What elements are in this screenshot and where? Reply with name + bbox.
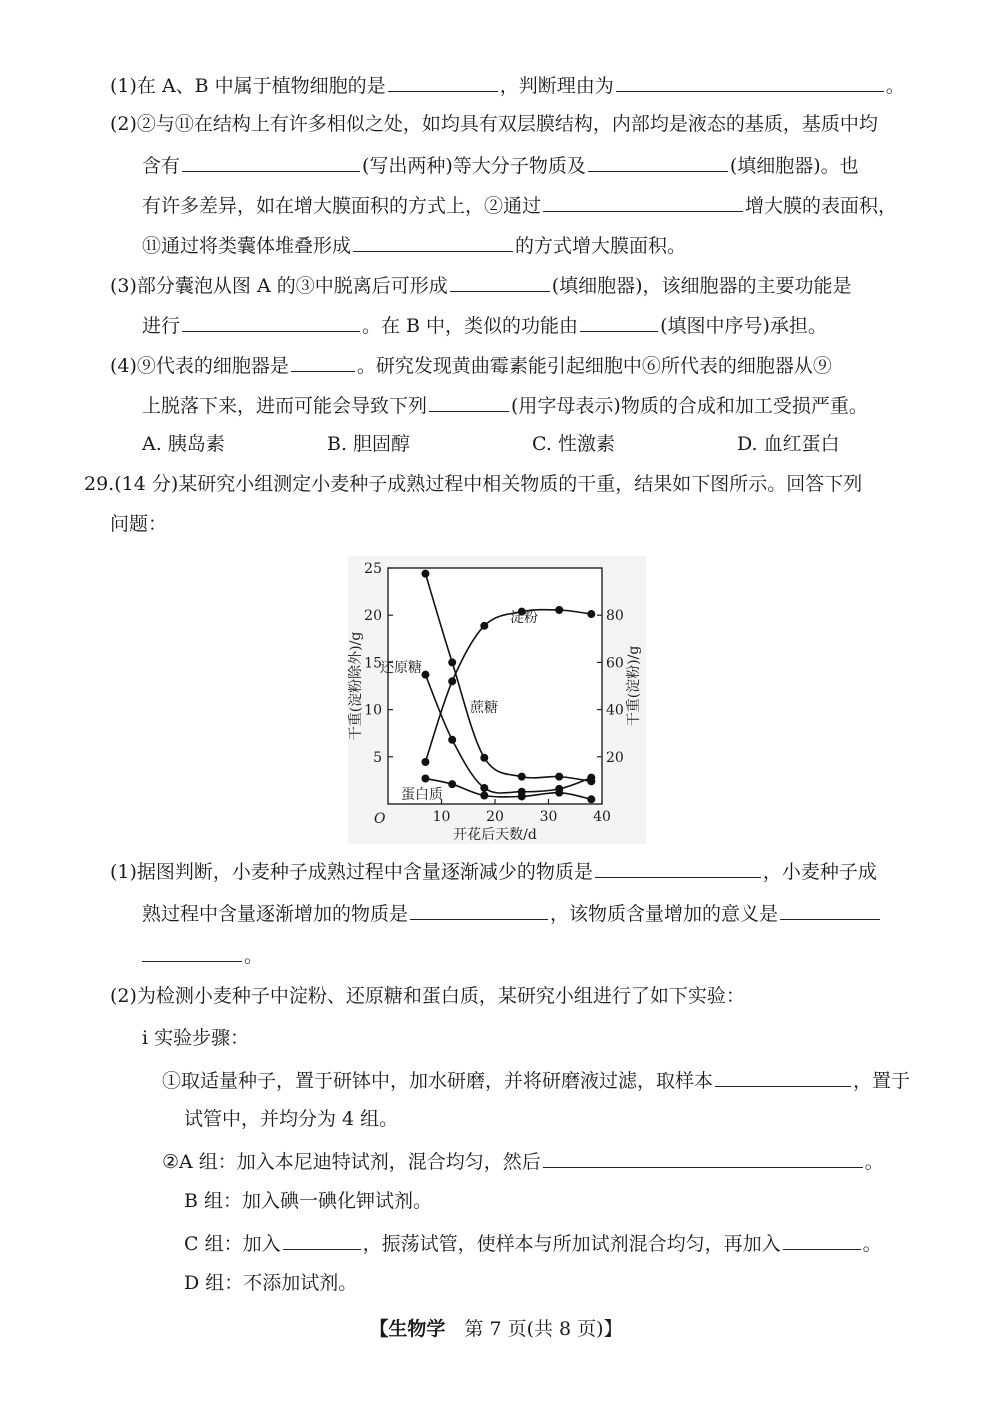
- q29-s1-line3: 。: [142, 941, 263, 969]
- step2-group-d: D 组：不添加试剂。: [184, 1272, 358, 1294]
- answer-blank[interactable]: [182, 151, 360, 172]
- data-point: [555, 606, 563, 614]
- step1-line1: ①取适量种子，置于研钵中，加水研磨，并将研磨液过滤，取样本 ，置于: [162, 1066, 910, 1094]
- data-point: [421, 570, 429, 578]
- q29-s1-line1: (1)据图判断，小麦种子成熟过程中含量逐渐减少的物质是 ，小麦种子成: [110, 857, 877, 885]
- answer-blank[interactable]: [429, 391, 509, 412]
- origin-label: O: [374, 811, 386, 827]
- q28-part4-line1: (4)⑨代表的细胞器是 。研究发现黄曲霉素能引起细胞中⑥所代表的细胞器从⑨: [110, 351, 832, 379]
- answer-blank[interactable]: [783, 1229, 861, 1250]
- data-point: [480, 754, 488, 762]
- data-point: [421, 671, 429, 679]
- q28-part2-line3: 有许多差异，如在增大膜面积的方式上，②通过 增大膜的表面积，: [142, 191, 897, 219]
- answer-blank[interactable]: [450, 271, 550, 292]
- answer-blank[interactable]: [780, 899, 880, 920]
- q28-part4-line2: 上脱落下来，进而可能会导致下列 (用字母表示)物质的合成和加工受损严重。: [142, 391, 868, 419]
- x-tick-label: 30: [539, 809, 558, 825]
- data-point: [518, 792, 526, 800]
- data-point: [587, 777, 595, 785]
- y-left-axis-label: 干重(淀粉除外)/g: [348, 631, 364, 741]
- answer-blank[interactable]: [182, 311, 360, 332]
- q29-s1-line2: 熟过程中含量逐渐增加的物质是 ，该物质含量增加的意义是: [142, 899, 882, 927]
- y-right-tick-label: 80: [606, 608, 624, 625]
- q28-part2-line2: 含有 (写出两种)等大分子物质及 (填细胞器)。也: [142, 151, 859, 179]
- step2-group-a: ②A 组：加入本尼迪特试剂，混合均匀，然后 。: [162, 1147, 884, 1175]
- answer-blank[interactable]: [595, 857, 761, 878]
- data-point: [421, 758, 429, 766]
- option-a: A. 胰岛素: [142, 433, 225, 455]
- data-point: [518, 773, 526, 781]
- answer-blank[interactable]: [543, 191, 743, 212]
- data-point: [448, 658, 456, 666]
- q28-part3-line2: 进行 。在 B 中，类似的功能由 (填图中序号)承担。: [142, 311, 827, 339]
- data-point: [480, 622, 488, 630]
- option-c: C. 性激素: [532, 433, 615, 455]
- seed-dry-weight-chart: [340, 556, 650, 846]
- footer-page: 第 7 页(共 8 页)】: [464, 1318, 623, 1340]
- series-label: 蛋白质: [401, 787, 443, 803]
- step2-group-b: B 组：加入碘一碘化钾试剂。: [184, 1190, 433, 1212]
- option-d: D. 血红蛋白: [737, 433, 840, 455]
- y-right-axis-label: 干重(淀粉)/g: [626, 645, 642, 727]
- data-point: [587, 610, 595, 618]
- data-point: [448, 736, 456, 744]
- q29-intro-line2: 问题：: [110, 513, 168, 535]
- data-point: [421, 775, 429, 783]
- q28-part2-line1: (2)②与⑪在结构上有许多相似之处，如均具有双层膜结构，内部均是液态的基质，基质中均: [110, 113, 878, 135]
- answer-blank[interactable]: [580, 311, 658, 332]
- q29-s2-steps-heading: ⅰ 实验步骤：: [142, 1027, 250, 1049]
- data-point: [448, 780, 456, 788]
- answer-blank[interactable]: [543, 1147, 863, 1168]
- data-point: [587, 795, 595, 803]
- answer-blank[interactable]: [283, 1229, 361, 1250]
- answer-blank[interactable]: [291, 351, 355, 372]
- data-point: [555, 789, 563, 797]
- answer-blank[interactable]: [616, 71, 884, 92]
- x-tick-label: 40: [593, 809, 611, 825]
- step1-line2: 试管中，并均分为 4 组。: [184, 1108, 399, 1130]
- data-point: [480, 784, 488, 792]
- data-point: [555, 773, 563, 781]
- series-label: 蔗糖: [470, 700, 498, 716]
- y-right-tick-label: 20: [606, 749, 624, 766]
- q28-part2-line4: ⑪通过将类囊体堆叠形成 的方式增大膜面积。: [142, 231, 686, 259]
- y-left-tick-label: 5: [373, 749, 382, 766]
- data-point: [448, 677, 456, 685]
- y-right-tick-label: 60: [606, 655, 624, 672]
- x-tick-label: 10: [432, 809, 451, 825]
- answer-blank[interactable]: [588, 151, 728, 172]
- x-axis-label: 开花后天数/d: [453, 827, 537, 843]
- q29-intro-line1: 29.(14 分)某研究小组测定小麦种子成熟过程中相关物质的干重，结果如下图所示。回答下列: [84, 473, 863, 495]
- q29-s2-intro: (2)为检测小麦种子中淀粉、还原糖和蛋白质，某研究小组进行了如下实验：: [110, 985, 745, 1007]
- answer-blank[interactable]: [715, 1066, 851, 1087]
- x-tick-label: 20: [486, 809, 504, 825]
- data-point: [480, 792, 488, 800]
- y-left-tick-label: 15: [364, 655, 382, 672]
- answer-blank[interactable]: [388, 71, 498, 92]
- series-label: 淀粉: [510, 610, 538, 626]
- page-footer: [0, 1314, 992, 1341]
- answer-blank[interactable]: [353, 231, 513, 252]
- option-b: B. 胆固醇: [327, 433, 411, 455]
- series-label: 还原糖: [380, 660, 422, 676]
- footer-subject: 【生物学: [369, 1318, 446, 1340]
- y-left-tick-label: 25: [364, 561, 382, 577]
- q28-part3-line1: (3)部分囊泡从图 A 的③中脱离后可形成 (填细胞器)，该细胞器的主要功能是: [110, 271, 852, 299]
- answer-blank[interactable]: [410, 899, 548, 920]
- step2-group-c: C 组：加入 ，振荡试管，使样本与所加试剂混合均匀，再加入 。: [184, 1229, 882, 1257]
- y-right-tick-label: 40: [606, 702, 624, 719]
- y-left-tick-label: 20: [364, 608, 382, 625]
- q28-part1: (1)在 A、B 中属于植物细胞的是 ，判断理由为 。: [110, 71, 905, 99]
- answer-blank[interactable]: [142, 941, 242, 962]
- y-left-tick-label: 10: [364, 702, 382, 719]
